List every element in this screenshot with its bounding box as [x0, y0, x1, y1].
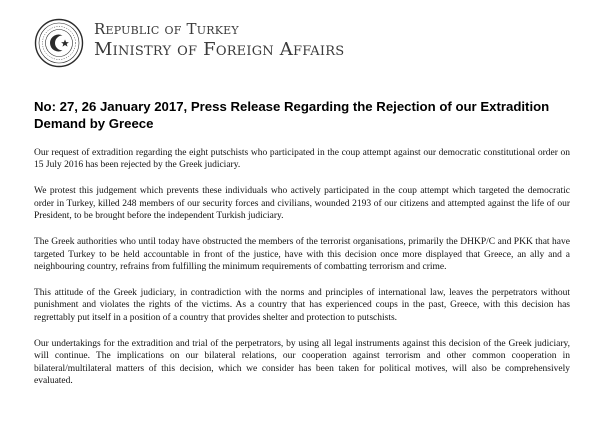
body-paragraph: The Greek authorities who until today have obstructed the members of the terrorist organisations, primarily the DHKP/C and PKK that have targeted Turkey to be held accountable in front of the justice, have with this decision once more displayed that Greece, an ally and a neighbouring country, refrains from fulfilling the minimum requirements of combatting terrorism and crime.	[34, 237, 570, 273]
body-paragraph: Our undertakings for the extradition and trial of the perpetrators, by using all legal instruments against this decision of the Greek judiciary, will continue. The implications on our bilateral relations, our cooperation against terrorism and other common cooperation in bilateral/multilateral matters of this decision, which we consider has been taken for political motives, will also be comprehensively evaluated.	[34, 338, 570, 387]
organization-name	[94, 22, 344, 59]
ministry-seal-icon	[34, 18, 84, 68]
org-name-line2: Ministry of Foreign Affairs	[94, 39, 345, 60]
body-paragraph: We protest this judgement which prevents these individuals who actively participated in the coup attempt which targeted the democratic order in Turkey, killed 248 members of our security forces and civilians, wounded 2193 of our citizens and attempted against the life of our President, to be brought before the independent Turkish judiciary.	[34, 186, 570, 222]
body-paragraph: This attitude of the Greek judiciary, in contradiction with the norms and principles of international law, leaves the perpetrators without punishment and violates the rights of the victims. As a country that has experienced coups in the past, Greece, with this decision has regrettably put itself in a position of a country that provides shelter and protection to putschists.	[34, 288, 570, 323]
body-paragraph: Our request of extradition regarding the eight putschists who participated in the coup attempt against our democratic constitutional order on 15 July 2016 has been rejected by the Greek judiciary.	[34, 148, 570, 171]
press-release-title: No: 27, 26 January 2017, Press Release Regarding the Rejection of our Extradition Demand by Greece	[34, 99, 550, 131]
letterhead	[34, 18, 574, 68]
org-name-line1: Republic of Turkey	[94, 20, 239, 38]
press-release-body	[34, 147, 570, 401]
